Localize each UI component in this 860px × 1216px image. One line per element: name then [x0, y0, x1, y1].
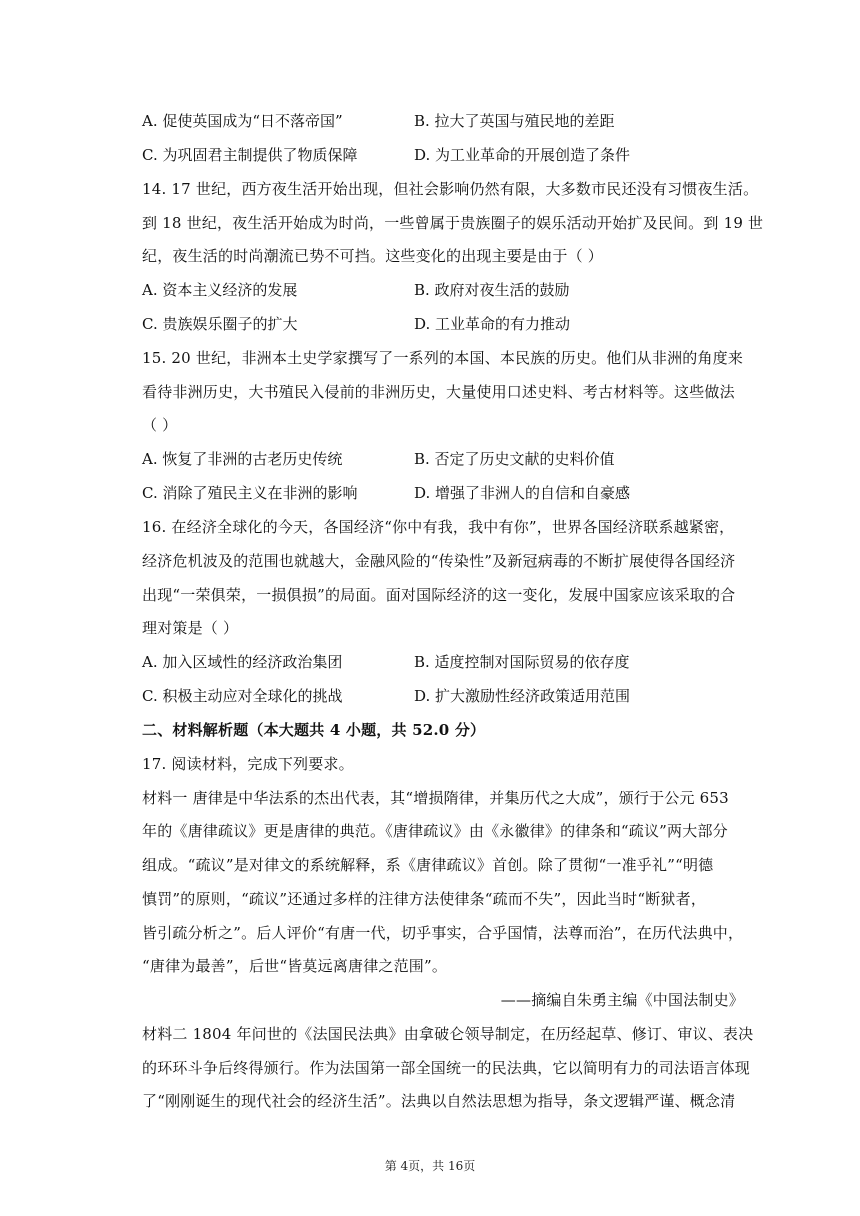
q15-option-d: D. 增强了非洲人的自信和自豪感	[414, 484, 631, 502]
q16-stem-line-1: 16. 在经济全球化的今天，各国经济“你中有我，我中有你”，世界各国经济联系越紧密，	[142, 518, 735, 536]
material1-line-5: 皆引疏分析之”。后人评价“有唐一代，切乎事实，合乎国情，法尊而治”，在历代法典中，	[142, 924, 744, 942]
q14-stem-line-2: 到 18 世纪，夜生活开始成为时尚，一些曾属于贵族圈子的娱乐活动开始扩及民间。到 19 世	[142, 214, 764, 232]
q15-stem-line-2: 看待非洲历史，大书殖民入侵前的非洲历史，大量使用口述史料、考古材料等。这些做法	[142, 383, 735, 401]
q15-option-a: A. 恢复了非洲的古老历史传统	[142, 450, 343, 468]
q16-stem-line-3: 出现“一荣俱荣，一损俱损”的局面。面对国际经济的这一变化，发展中国家应该采取的合	[142, 586, 736, 604]
q15-option-c: C. 消除了殖民主义在非洲的影响	[142, 484, 358, 502]
q15-stem-line-3: （ ）	[142, 416, 178, 434]
material1-source: ——摘编自朱勇主编《中国法制史》	[500, 991, 744, 1009]
q14-option-c: C. 贵族娱乐圈子的扩大	[142, 315, 298, 333]
q14-stem-line-1: 14. 17 世纪，西方夜生活开始出现，但社会影响仍然有限，大多数市民还没有习惯夜生活。	[142, 180, 759, 198]
q17-intro: 17. 阅读材料，完成下列要求。	[142, 755, 354, 773]
material2-line-2: 的环环斗争后终得颁行。作为法国第一部全国统一的民法典，它以简明有力的司法语言体现	[142, 1059, 751, 1077]
material1-line-4: 慎罚”的原则，“疏议”还通过多样的注律方法使律条“疏而不失”，因此当时“断狱者，	[142, 890, 707, 908]
material1-line-1: 材料一 唐律是中华法系的杰出代表，其“增损隋律，并集历代之大成”，颁行于公元 653	[142, 789, 729, 807]
q14-stem-line-3: 纪，夜生活的时尚潮流已势不可挡。这些变化的出现主要是由于（ ）	[142, 247, 603, 265]
section-heading: 二、材料解析题（本大题共 4 小题，共 52.0 分）	[142, 721, 486, 739]
q16-stem-line-2: 经济危机波及的范围也就越大，金融风险的“传染性”及新冠病毒的不断扩展使得各国经济	[142, 552, 736, 570]
material1-line-3: 组成。“疏议”是对律文的系统解释，系《唐律疏议》首创。除了贯彻“一准乎礼”“明德	[142, 856, 714, 874]
page-footer: 第 4页，共 16页	[384, 1159, 476, 1173]
q16-option-d: D. 扩大激励性经济政策适用范围	[414, 687, 631, 705]
q16-option-c: C. 积极主动应对全球化的挑战	[142, 687, 343, 705]
material2-line-1: 材料二 1804 年问世的《法国民法典》由拿破仑领导制定，在历经起草、修订、审议、表决	[142, 1025, 754, 1043]
q16-option-b: B. 适度控制对国际贸易的依存度	[414, 653, 630, 671]
q15-option-b: B. 否定了历史文献的史料价值	[414, 450, 615, 468]
q13-option-c: C. 为巩固君主制提供了物质保障	[142, 146, 358, 164]
q14-option-a: A. 资本主义经济的发展	[142, 281, 298, 299]
q16-option-a: A. 加入区域性的经济政治集团	[142, 653, 343, 671]
q14-option-d: D. 工业革命的有力推动	[414, 315, 571, 333]
q14-option-b: B. 政府对夜生活的鼓励	[414, 281, 570, 299]
material1-line-2: 年的《唐律疏议》更是唐律的典范。《唐律疏议》由《永徽律》的律条和“疏议”两大部分	[142, 822, 728, 840]
q13-option-d: D. 为工业革命的开展创造了条件	[414, 146, 631, 164]
q16-stem-line-4: 理对策是（ ）	[142, 619, 239, 637]
material1-line-6: “唐律为最善”，后世“皆莫远离唐律之范围”。	[142, 957, 448, 975]
material2-line-3: 了“刚刚诞生的现代社会的经济生活”。法典以自然法思想为指导，条文逻辑严谨、概念清	[142, 1092, 736, 1110]
q13-option-b: B. 拉大了英国与殖民地的差距	[414, 112, 615, 130]
q15-stem-line-1: 15. 20 世纪，非洲本土史学家撰写了一系列的本国、本民族的历史。他们从非洲的角度来	[142, 349, 744, 367]
q13-option-a: A. 促使英国成为“日不落帝国”	[142, 112, 343, 130]
